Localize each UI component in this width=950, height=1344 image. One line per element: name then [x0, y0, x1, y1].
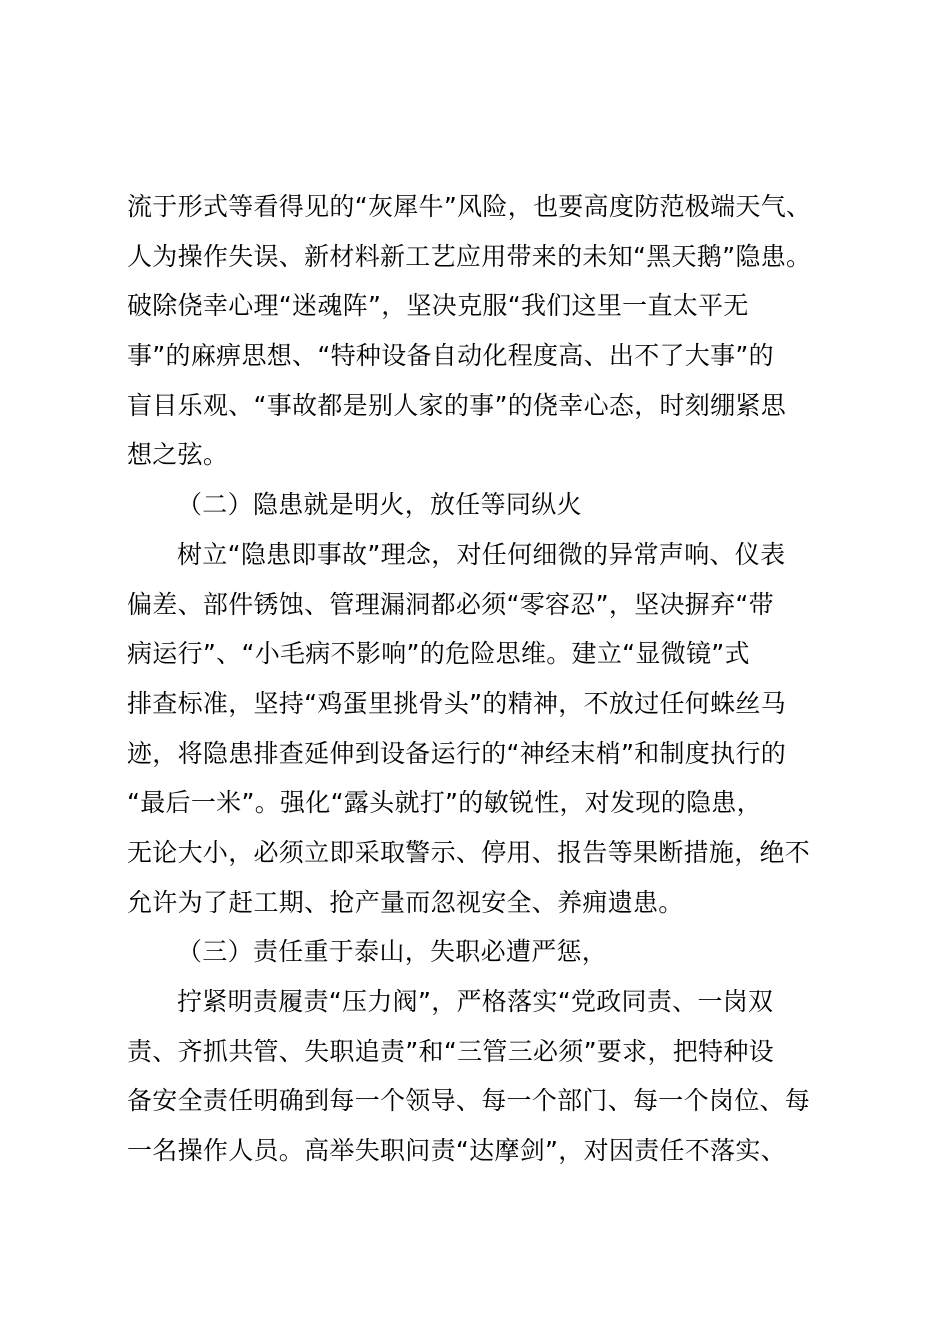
text-line: 迹，将隐患排查延伸到设备运行的“神经末梢”和制度执行的	[127, 738, 787, 768]
text-line: 偏差、部件锈蚀、管理漏洞都必须“零容忍”，坚决摒弃“带	[127, 589, 774, 619]
text-line: （三）责任重于泰山，失职必遭严惩，	[177, 937, 608, 967]
text-line: 一名操作人员。高举失职问责“达摩剑”，对因责任不落实、	[127, 1136, 787, 1166]
text-line: 破除侥幸心理“迷魂阵”，坚决克服“我们这里一直太平无	[127, 291, 749, 321]
text-line: 病运行”、“小毛病不影响”的危险思维。建立“显微镜”式	[127, 639, 750, 669]
text-line: 盲目乐观、“事故都是别人家的事”的侥幸心态，时刻绷紧思	[127, 390, 787, 420]
text-line: 拧紧明责履责“压力阀”，严格落实“党政同责、一岗双	[177, 987, 774, 1016]
text-line: 人为操作失误、新材料新工艺应用带来的未知“黑天鹅”隐患。	[127, 241, 812, 271]
text-line: “最后一米”。强化“露头就打”的敏锐性，对发现的隐患，	[127, 788, 762, 818]
text-line: 无论大小，必须立即采取警示、停用、报告等果断措施，绝不	[127, 837, 811, 867]
text-line: 允许为了赶工期、抢产量而忽视安全、养痈遗患。	[127, 887, 684, 917]
text-line: （二）隐患就是明火，放任等同纵火	[177, 490, 582, 520]
text-line: 树立“隐患即事故”理念，对任何细微的异常声响、仪表	[177, 539, 786, 569]
text-line: 流于形式等看得见的“灰犀牛”风险，也要高度防范极端天气、	[127, 192, 812, 221]
body-text	[127, 182, 847, 1176]
text-line: 责、齐抓共管、失职追责”和“三管三必须”要求，把特种设	[127, 1036, 774, 1066]
text-line: 想之弦。	[127, 440, 229, 470]
text-line: 备安全责任明确到每一个领导、每一个部门、每一个岗位、每	[127, 1086, 811, 1116]
text-line: 排查标准，坚持“鸡蛋里挑骨头”的精神，不放过任何蛛丝马	[127, 688, 787, 718]
text-line: 事”的麻痹思想、“特种设备自动化程度高、出不了大事”的	[127, 341, 774, 371]
